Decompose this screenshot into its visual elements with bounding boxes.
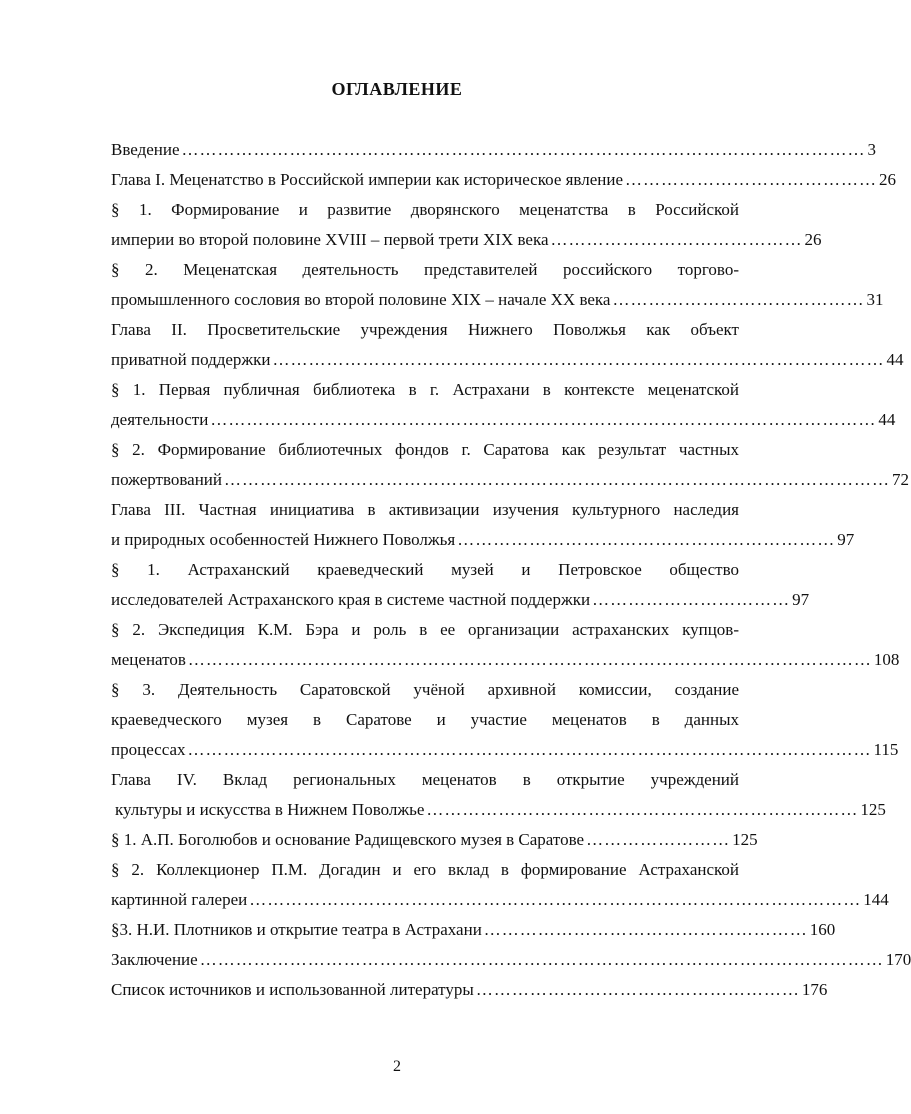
toc-entry xyxy=(111,408,896,438)
leader-dots: ………………………………………………………………………………………………… xyxy=(210,410,877,429)
toc-entry-text: империи во второй половине XVIII – первой трети XIX века xyxy=(111,230,549,249)
page-number: 2 xyxy=(393,1058,401,1075)
toc-entry xyxy=(111,648,900,678)
leader-dots: …………………………………………………………………………………………………… xyxy=(199,950,884,969)
leader-dots: …………………………………………………………………………………………………… xyxy=(187,740,872,759)
toc-entry-text: культуры и искусства в Нижнем Поволжье xyxy=(115,800,425,819)
toc-entry-line: § 2. Коллекционер П.М. Догадин и его вклад в формирование Астраханской xyxy=(111,860,739,879)
toc-entry-line: § 3. Деятельность Саратовской учёной архивной комиссии, создание xyxy=(111,680,739,699)
leader-dots: ……………………………………………… xyxy=(483,920,808,939)
toc-entry xyxy=(111,978,828,1008)
leader-dots: ……………………………………………………… xyxy=(457,530,836,549)
toc-entry-line: краеведческого музея в Саратове и участие меценатов в данных xyxy=(111,710,739,729)
toc-entry-page: 97 xyxy=(837,530,855,549)
leader-dots: ……………………………………………………………… xyxy=(426,800,859,819)
toc-entry-text: приватной поддержки xyxy=(111,350,271,369)
toc-entry-text: § 1. А.П. Боголюбов и основание Радищевского музея в Саратове xyxy=(111,830,585,849)
toc-entry-line: Глава IV. Вклад региональных меценатов в открытие учреждений xyxy=(111,770,739,789)
toc-entry-text: Глава I. Меценатство в Российской империи как историческое явление xyxy=(111,170,624,189)
toc-entry-page: 44 xyxy=(886,350,904,369)
toc-entry-page: 125 xyxy=(732,830,758,849)
toc-entry-text: процессах xyxy=(111,740,186,759)
page-title: ОГЛАВЛЕНИЕ xyxy=(331,79,463,99)
toc-entry-line: § 1. Формирование и развитие дворянского меценатства в Российской xyxy=(111,200,739,219)
toc-entry-page: 26 xyxy=(804,230,822,249)
toc-entry-text: исследователей Астраханского края в системе частной поддержки xyxy=(111,590,591,609)
toc-entry-page: 31 xyxy=(866,290,884,309)
leader-dots: ………………………………………………………………………………………… xyxy=(272,350,885,369)
toc-entry-page: 72 xyxy=(892,470,909,489)
toc-entry xyxy=(111,348,904,378)
leader-dots: ………………………………………………………………………………………… xyxy=(249,890,862,909)
toc-entry-line: Глава III. Частная инициатива в активизации изучения культурного наследия xyxy=(111,500,739,519)
toc-entry xyxy=(111,888,889,918)
table-of-contents xyxy=(111,138,911,1008)
toc-entry-line: § 2. Экспедиция К.М. Бэра и роль в ее организации астраханских купцов- xyxy=(111,620,739,639)
leader-dots: …………………………… xyxy=(592,590,791,609)
leader-dots: ……………………………………………… xyxy=(475,980,800,999)
toc-entry-page: 26 xyxy=(879,170,897,189)
toc-entry-line: Глава II. Просветительские учреждения Нижнего Поволжья как объект xyxy=(111,320,739,339)
toc-entry-text: пожертвований xyxy=(111,470,222,489)
toc-entry xyxy=(111,168,897,198)
toc-entry xyxy=(111,228,822,258)
leader-dots: …………………………………… xyxy=(612,290,865,309)
toc-entry-text: Введение xyxy=(111,140,180,159)
toc-entry-text: Список источников и использованной литературы xyxy=(111,980,474,999)
toc-entry-text: Заключение xyxy=(111,950,198,969)
toc-entry-text: меценатов xyxy=(111,650,186,669)
toc-entry-line: § 1. Первая публичная библиотека в г. Астрахани в контексте меценатской xyxy=(111,380,739,399)
toc-entry-text: деятельности xyxy=(111,410,209,429)
toc-entry-page: 170 xyxy=(885,950,911,969)
toc-entry xyxy=(111,468,909,498)
toc-entry-line: § 2. Меценатская деятельность представителей российского торгово- xyxy=(111,260,739,279)
toc-entry-page: 3 xyxy=(867,140,877,159)
toc-entry xyxy=(111,288,884,318)
toc-entry-page: 125 xyxy=(860,800,886,819)
toc-entry-page: 115 xyxy=(873,740,899,759)
toc-entry xyxy=(111,738,899,768)
leader-dots: …………………………………… xyxy=(550,230,803,249)
toc-entry xyxy=(111,798,886,828)
toc-entry-text: и природных особенностей Нижнего Поволжья xyxy=(111,530,456,549)
toc-entry-page: 108 xyxy=(873,650,900,669)
toc-entry-line: § 1. Астраханский краеведческий музей и Петровское общество xyxy=(111,560,739,579)
toc-entry-page: 176 xyxy=(801,980,828,999)
toc-entry-line: § 2. Формирование библиотечных фондов г. Саратова как результат частных xyxy=(111,440,739,459)
toc-entry-text: картинной галереи xyxy=(111,890,248,909)
toc-entry xyxy=(111,918,836,948)
toc-entry xyxy=(111,828,758,858)
toc-entry xyxy=(111,528,855,558)
toc-entry-text: §3. Н.И. Плотников и открытие театра в Астрахани xyxy=(111,920,482,939)
leader-dots: …………………………………………………………………………………………………… xyxy=(181,140,866,159)
leader-dots: …………………… xyxy=(586,830,731,849)
leader-dots: …………………………………… xyxy=(625,170,878,189)
toc-entry-text: промышленного сословия во второй половине XIX – начале XX века xyxy=(111,290,611,309)
toc-entry xyxy=(111,588,810,618)
leader-dots: ………………………………………………………………………………………………… xyxy=(224,470,890,489)
toc-entry-page: 97 xyxy=(792,590,810,609)
toc-entry-page: 144 xyxy=(863,890,889,909)
toc-entry-page: 160 xyxy=(809,920,836,939)
toc-entry xyxy=(111,948,911,978)
toc-entry xyxy=(111,138,877,168)
toc-entry-page: 44 xyxy=(878,410,896,429)
leader-dots: …………………………………………………………………………………………………… xyxy=(187,650,872,669)
